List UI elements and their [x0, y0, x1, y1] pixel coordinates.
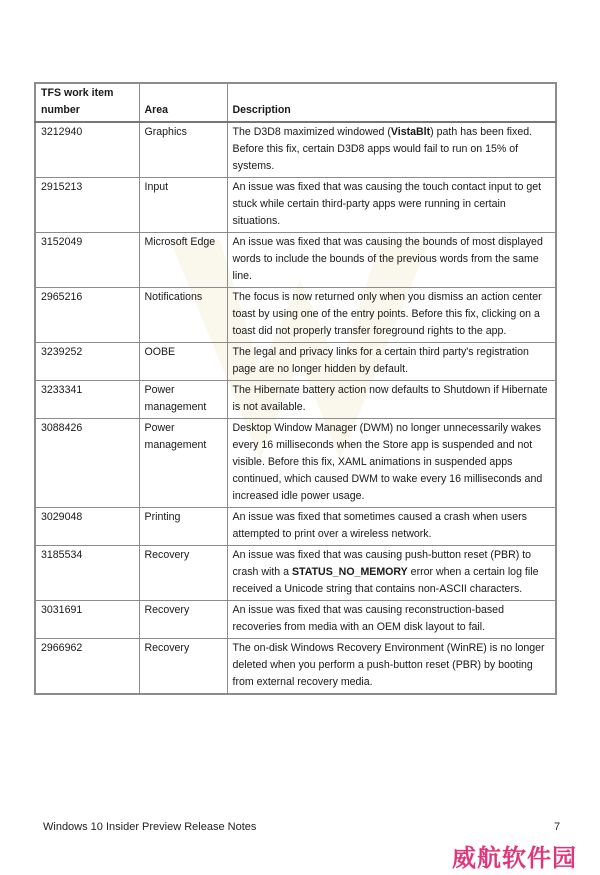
cell-area: Power management: [139, 381, 227, 419]
cell-description: [227, 381, 556, 419]
table-row: [35, 601, 556, 639]
release-notes-table: [34, 82, 557, 695]
cell-area: Notifications: [139, 288, 227, 343]
cell-tfs-id: 2915213: [35, 178, 139, 233]
table-row: [35, 343, 556, 381]
description-text: The Hibernate battery action now defaults to Shutdown if Hibernate is not available.: [232, 384, 548, 413]
cell-description: [227, 546, 556, 601]
description-text: Desktop Window Manager (DWM) no longer unnecessarily wakes every 16 milliseconds when the Store app is suspended and not visible. Before this fix, XAML animations in suspended apps continued, which caused DWM to wake every 16 milliseconds and increased idle power usage.: [232, 422, 543, 502]
description-text: The on-disk Windows Recovery Environment (WinRE) is no longer deleted when you perform a push-button reset (PBR) by booting from external recovery media.: [232, 642, 545, 688]
description-text: An issue was fixed that was causing reconstruction-based recoveries from media with an OEM disk layout to fail.: [232, 604, 504, 633]
cell-tfs-id: 3029048: [35, 508, 139, 546]
cell-description: [227, 639, 556, 695]
cell-tfs-id: 3031691: [35, 601, 139, 639]
cell-description: [227, 508, 556, 546]
table-row: [35, 122, 556, 178]
description-text: An issue was fixed that sometimes caused a crash when users attempted to print over a wireless network.: [232, 511, 527, 540]
cell-area: Recovery: [139, 601, 227, 639]
cell-description: [227, 122, 556, 178]
cell-description: [227, 343, 556, 381]
description-text: An issue was fixed that was causing the bounds of most displayed words to include the bounds of the previous words from the same line.: [232, 236, 543, 282]
description-text: The legal and privacy links for a certain third party's registration page are no longer hidden by default.: [232, 346, 529, 375]
cell-area: Power management: [139, 419, 227, 508]
header-area: Area: [139, 83, 227, 122]
cell-description: [227, 178, 556, 233]
cell-tfs-id: 3152049: [35, 233, 139, 288]
cell-tfs-id: 3233341: [35, 381, 139, 419]
description-text: An issue was fixed that was causing the touch contact input to get stuck while certain third-party apps were running in certain situations.: [232, 181, 542, 227]
table-row: [35, 419, 556, 508]
description-text: error when a certain log file received a Unicode string that contains non-ASCII characters.: [232, 566, 539, 595]
table-row: [35, 639, 556, 695]
description-text: An issue was fixed that was causing push-button reset (PBR) to crash with a: [232, 549, 532, 578]
table-row: [35, 288, 556, 343]
cell-description: [227, 419, 556, 508]
table-row: [35, 508, 556, 546]
header-description: Description: [227, 83, 556, 122]
description-text: The focus is now returned only when you dismiss an action center toast by using one of the entry points. Before this fix, clicking on a toast did not properly transfer foreground rights to the app.: [232, 291, 542, 337]
description-text: ) path has been fixed. Before this fix, certain D3D8 apps would fail to run on 15% of systems.: [232, 126, 533, 172]
cell-area: Microsoft Edge: [139, 233, 227, 288]
cell-tfs-id: 3239252: [35, 343, 139, 381]
cell-tfs-id: 3185534: [35, 546, 139, 601]
table-row: [35, 178, 556, 233]
description-bold-term: VistaBlt: [390, 126, 431, 138]
cell-area: Printing: [139, 508, 227, 546]
cell-area: Recovery: [139, 546, 227, 601]
cell-area: Graphics: [139, 122, 227, 178]
cell-area: OOBE: [139, 343, 227, 381]
table-header-row: [35, 83, 556, 122]
description-text: The D3D8 maximized windowed (: [232, 126, 391, 138]
cell-tfs-id: 2966962: [35, 639, 139, 695]
header-tfs-work-item: TFS work item number: [35, 83, 139, 122]
footer-page-number: 7: [554, 821, 561, 833]
cell-description: [227, 233, 556, 288]
cell-tfs-id: 3088426: [35, 419, 139, 508]
footer-document-title: Windows 10 Insider Preview Release Notes: [43, 821, 257, 833]
cell-description: [227, 288, 556, 343]
cell-tfs-id: 2965216: [35, 288, 139, 343]
site-watermark-text: 威航软件园: [452, 844, 577, 872]
table-row: [35, 546, 556, 601]
description-bold-term: STATUS_NO_MEMORY: [291, 566, 408, 578]
cell-area: Input: [139, 178, 227, 233]
cell-area: Recovery: [139, 639, 227, 695]
table-row: [35, 233, 556, 288]
cell-tfs-id: 3212940: [35, 122, 139, 178]
table-row: [35, 381, 556, 419]
cell-description: [227, 601, 556, 639]
